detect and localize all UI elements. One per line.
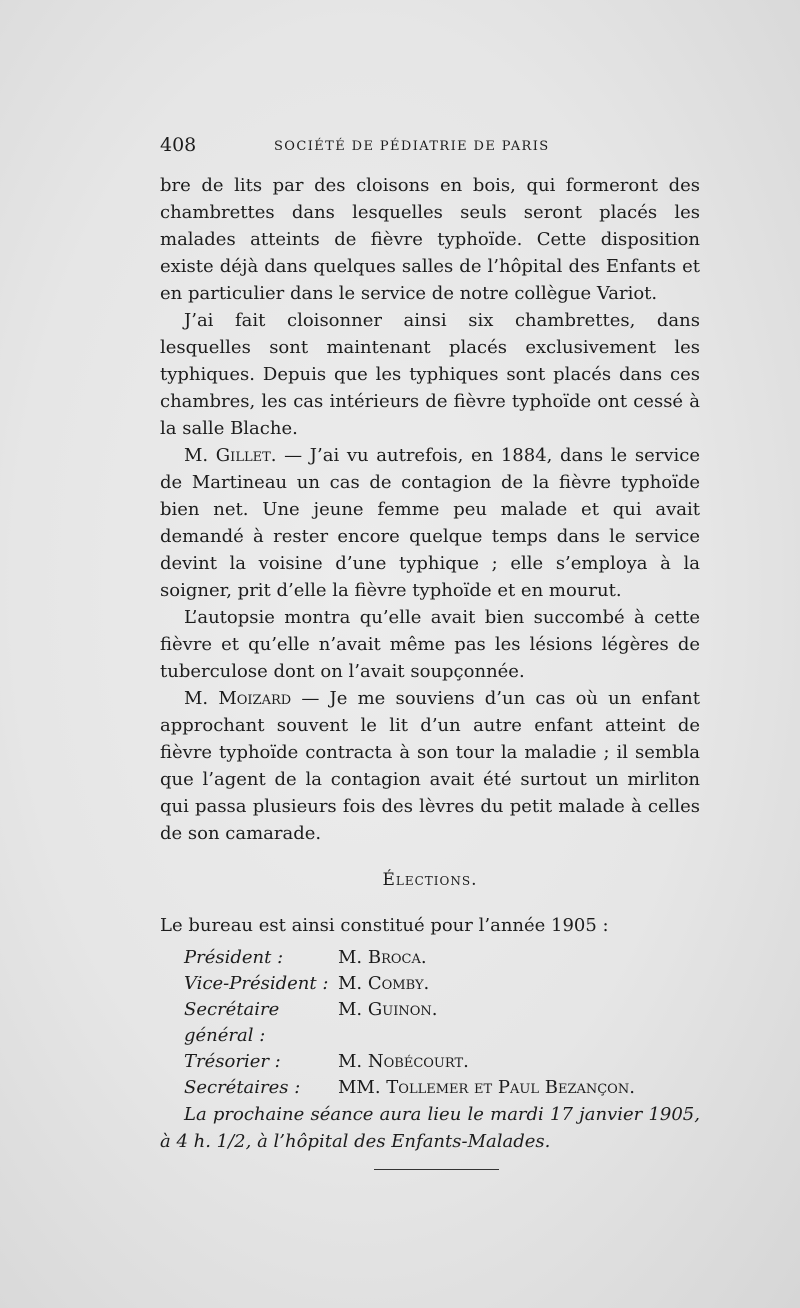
paragraph-gillet [160, 442, 700, 604]
paragraph-continuation: bre de lits par des cloisons en bois, qui formeront des chambrettes dans lesquelles seuls seront placés les malades atteints de fièvre typhoïde. Cette disposition existe déjà dans quelques salles de l’hôpital des Enfants et en particulier dans le service de notre collègue Variot. [160, 175, 700, 304]
officer-name: MM. Tollemer et Paul Bezançon. [338, 1077, 635, 1098]
closing-note: La prochaine séance aura lieu le mardi 17 janvier 1905, à 4 h. 1/2, à l’hôpital des Enfants-Malades. [160, 1104, 700, 1152]
officer-role: Secrétaire général : [184, 999, 280, 1046]
officers-list [184, 945, 700, 1101]
closing-rule [374, 1169, 499, 1170]
speaker-gillet: M. Gillet. [184, 445, 277, 466]
paragraph-gillet-text: — J’ai vu autrefois, en 1884, dans le service de Martineau un cas de contagion de la fièvre typhoïde bien net. Une jeune femme peu malade et qui avait demandé à rester encore quelque temps dans le service devint la voisine d’une typhique ; elle s’employa à la soigner, prit d’elle la fièvre typhoïde et en mourut. [160, 445, 700, 601]
journal-title: SOCIÉTÉ DE PÉDIATRIE DE PARIS [274, 139, 550, 154]
body-text [160, 172, 700, 1170]
officer-role: Secrétaires : [184, 1077, 301, 1098]
officer-role: Président : [184, 947, 284, 968]
paragraph-cloisons: J’ai fait cloisonner ainsi six chambrettes, dans lesquelles sont maintenant placés exclusivement les typhiques. Depuis que les typhiques sont placés dans ces chambres, les cas intérieurs de fièvre typhoïde ont cessé à la salle Blache. [160, 310, 700, 439]
paragraph-autopsie: L’autopsie montra qu’elle avait bien succombé à cette fièvre et qu’elle n’avait même pas les lésions légères de tuberculose dont on l’avait soupçonnée. [160, 607, 700, 682]
officer-role: Trésorier : [184, 1051, 281, 1072]
page-number: 408 [160, 134, 197, 156]
paragraph-moizard [160, 685, 700, 847]
speaker-moizard: M. Moizard [184, 688, 292, 709]
officer-name: M. Guinon. [338, 999, 438, 1020]
elections-intro: Le bureau est ainsi constitué pour l’année 1905 : [160, 915, 609, 936]
officer-name: M. Comby. [338, 973, 430, 994]
elections-heading: Élections. [382, 870, 478, 890]
officer-role: Vice-Président : [184, 973, 329, 994]
officer-name: M. Nobécourt. [338, 1051, 469, 1072]
running-head [160, 134, 700, 156]
paragraph-moizard-text: — Je me souviens d’un cas où un enfant approchant souvent le lit d’un autre enfant atteint de fièvre typhoïde contracta à son tour la maladie ; il sembla que l’agent de la contagion avait été surtout un mirliton qui passa plusieurs fois des lèvres du petit malade à celles de son camarade. [160, 688, 700, 844]
officer-name: M. Broca. [338, 947, 427, 968]
